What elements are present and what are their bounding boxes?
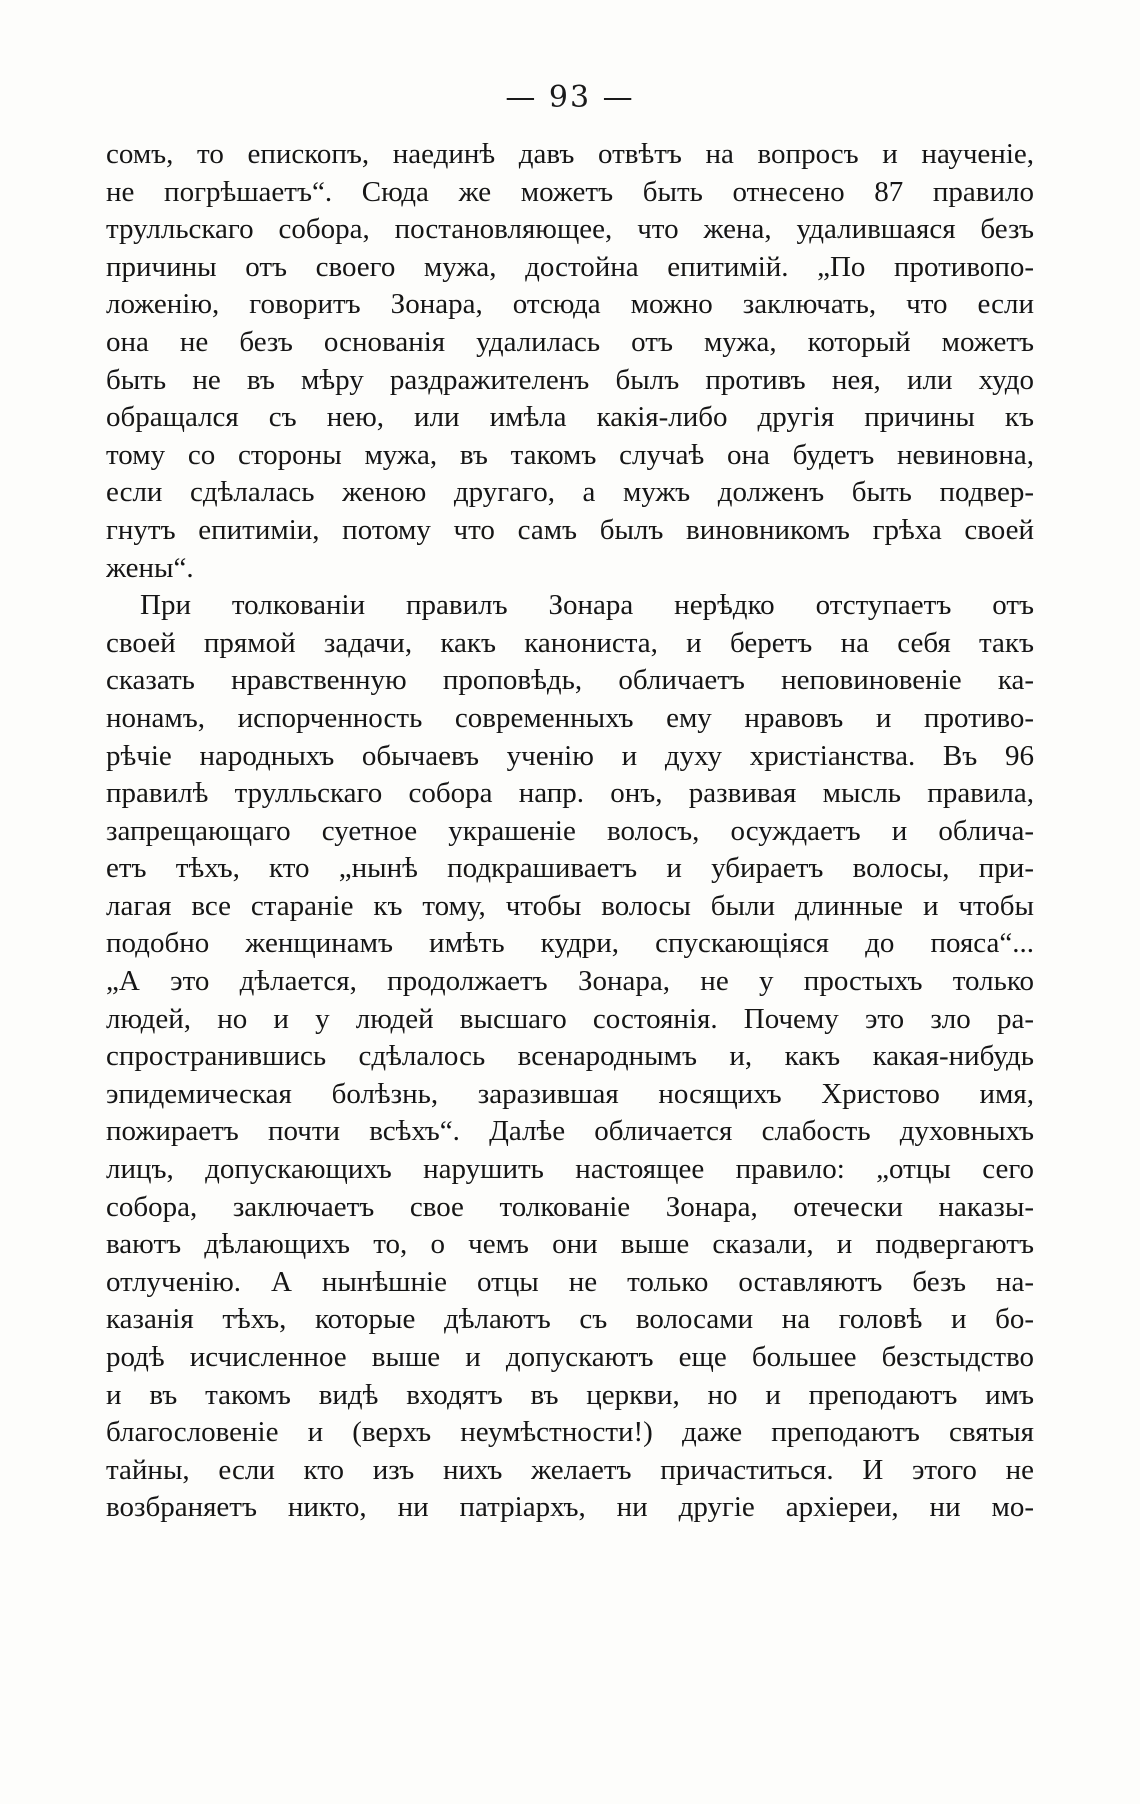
body-text: [106, 136, 1034, 1527]
text-line: обращался съ нею, или имѣла какія-либо другія причины къ: [106, 401, 1034, 434]
text-line: тому со стороны мужа, въ такомъ случаѣ она будетъ невиновна,: [106, 438, 1034, 471]
text-line: сказать нравственную проповѣдь, обличаетъ неповиновеніе ка-: [106, 664, 1034, 697]
text-line: эпидемическая болѣзнь, заразившая носящихъ Христово имя,: [106, 1077, 1034, 1110]
text-line: ложенію, говоритъ Зонара, отсюда можно заключать, что если: [106, 288, 1034, 321]
text-line: собора, заключаетъ свое толкованіе Зонара, отечески наказы-: [106, 1190, 1034, 1223]
text-line: тайны, если кто изъ нихъ желаетъ причаститься. И этого не: [106, 1453, 1034, 1486]
paragraph-end-line: жены“.: [106, 551, 194, 584]
text-line: если сдѣлалась женою другаго, а мужъ долженъ быть подвер-: [106, 476, 1034, 509]
text-line: благословеніе и (верхъ неумѣстности!) даже преподаютъ святыя: [106, 1416, 1034, 1449]
text-line: не погрѣшаетъ“. Сюда же можетъ быть отнесено 87 правило: [106, 175, 1034, 208]
text-line: спространившись сдѣлалось всенароднымъ и, какъ какая-нибудь: [106, 1040, 1034, 1073]
text-line: и въ такомъ видѣ входятъ въ церкви, но и преподаютъ имъ: [106, 1378, 1034, 1411]
text-line: трулльскаго собора, постановляющее, что жена, удалившаяся безъ: [106, 213, 1034, 246]
text-line: нонамъ, испорченность современныхъ ему нравовъ и противо-: [106, 701, 1034, 734]
text-line: ваютъ дѣлающихъ то, о чемъ они выше сказали, и подвергаютъ: [106, 1228, 1034, 1261]
text-line: людей, но и у людей высшаго состоянія. Почему это зло ра-: [106, 1002, 1034, 1035]
text-line: казанія тѣхъ, которые дѣлаютъ съ волосами на головѣ и бо-: [106, 1303, 1034, 1336]
text-line: отлученію. А нынѣшніе отцы не только оставляютъ безъ на-: [106, 1265, 1034, 1298]
text-line: етъ тѣхъ, кто „нынѣ подкрашиваетъ и убираетъ волосы, при-: [106, 852, 1034, 885]
text-line: подобно женщинамъ имѣть кудри, спускающіяся до пояса“...: [106, 927, 1034, 960]
text-line: запрещающаго суетное украшеніе волосъ, осуждаетъ и облича-: [106, 814, 1034, 847]
page-number: — 93 —: [505, 80, 635, 115]
text-line: быть не въ мѣру раздражителенъ былъ противъ нея, или худо: [106, 363, 1034, 396]
text-line: она не безъ основанія удалилась отъ мужа, который можетъ: [106, 325, 1034, 358]
text-line: гнутъ епитиміи, потому что самъ былъ виновникомъ грѣха своей: [106, 513, 1034, 546]
text-line: „А это дѣлается, продолжаетъ Зонара, не у простыхъ только: [106, 965, 1034, 998]
text-line: родѣ исчисленное выше и допускаютъ еще большее безстыдство: [106, 1341, 1034, 1373]
text-line: лицъ, допускающихъ нарушить настоящее правило: „отцы сего: [106, 1153, 1034, 1186]
text-line: возбраняетъ никто, ни патріархъ, ни другіе архіереи, ни мо-: [106, 1491, 1034, 1524]
text-line: сомъ, то епископъ, наединѣ давъ отвѣтъ на вопросъ и наученіе,: [106, 138, 1034, 170]
text-line: пожираетъ почти всѣхъ“. Далѣе обличается слабость духовныхъ: [106, 1115, 1034, 1148]
text-line: лагая все стараніе къ тому, чтобы волосы были длинные и чтобы: [106, 889, 1034, 922]
text-line: рѣчіе народныхъ обычаевъ ученію и духу христіанства. Въ 96: [106, 739, 1034, 772]
text-line: причины отъ своего мужа, достойна епитимій. „По противопо-: [106, 250, 1034, 283]
paragraph-start-line: При толкованіи правилъ Зонара нерѣдко отступаетъ отъ: [140, 589, 1034, 622]
text-line: правилѣ трулльскаго собора напр. онъ, развивая мысль правила,: [106, 777, 1034, 810]
text-line: своей прямой задачи, какъ канониста, и беретъ на себя такъ: [106, 626, 1034, 659]
